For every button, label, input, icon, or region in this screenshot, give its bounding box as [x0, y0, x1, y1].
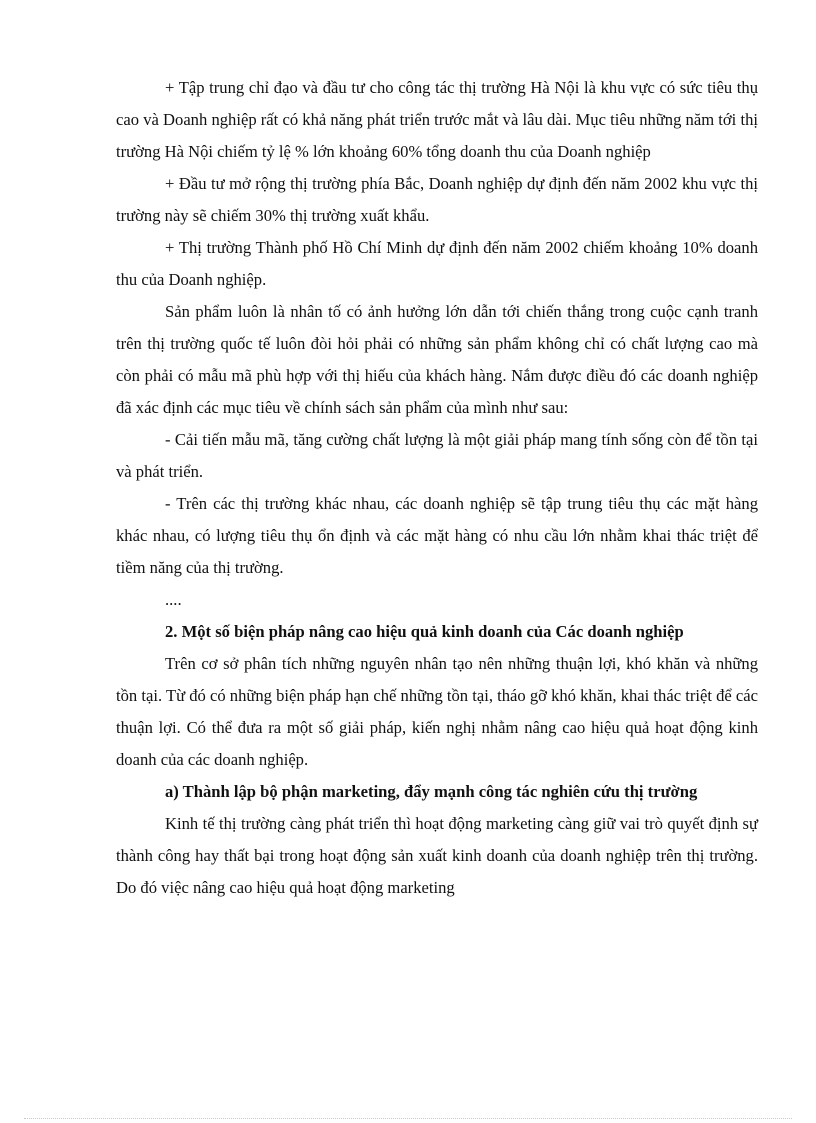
section-heading-2: 2. Một số biện pháp nâng cao hiệu quả kinh doanh của Các doanh nghiệp — [165, 622, 684, 641]
paragraph-north-market: + Đầu tư mở rộng thị trường phía Bắc, Doanh nghiệp dự định đến năm 2002 khu vực thị trường này sẽ chiếm 30% thị trường xuất khẩu. — [116, 174, 758, 225]
paragraph-hanoi-market: + Tập trung chỉ đạo và đầu tư cho công tác thị trường Hà Nội là khu vực có sức tiêu thụ cao và Doanh nghiệp rất có khả năng phát triển trước mắt và lâu dài. Mục tiêu những năm tới thị trường Hà Nội chiếm tỷ lệ % lớn khoảng 60% tổng doanh thu của Doanh nghiệp — [116, 78, 758, 161]
paragraph-marketing: Kinh tế thị trường càng phát triển thì hoạt động marketing càng giữ vai trò quyết định sự thành công hay thất bại trong hoạt động sản xuất kinh doanh của doanh nghiệp trên thị trường. Do đó việc nâng cao hiệu quả hoạt động marketing — [116, 814, 758, 897]
document-page — [116, 72, 758, 904]
paragraph-product-policy: Sản phẩm luôn là nhân tố có ảnh hưởng lớn dẫn tới chiến thắng trong cuộc cạnh tranh trên thị trường quốc tế luôn đòi hỏi phải có những sản phẩm không chỉ có chất lượng cao mà còn phải có mẫu mã phù hợp với thị hiếu của khách hàng. Nắm được điều đó các doanh nghiệp đã xác định các mục tiêu về chính sách sản phẩm của mình như sau: — [116, 302, 758, 417]
paragraph-market-focus: - Trên các thị trường khác nhau, các doanh nghiệp sẽ tập trung tiêu thụ các mặt hàng khác nhau, có lượng tiêu thụ ổn định và các mặt hàng có nhu cầu lớn nhằm khai thác triệt để tiềm năng của thị trường. — [116, 494, 758, 577]
paragraph-ellipsis: .... — [165, 590, 182, 609]
paragraph-hcmc-market: + Thị trường Thành phố Hồ Chí Minh dự định đến năm 2002 chiếm khoảng 10% doanh thu của Doanh nghiệp. — [116, 238, 758, 289]
subsection-heading-a: a) Thành lập bộ phận marketing, đẩy mạnh công tác nghiên cứu thị trường — [165, 782, 698, 801]
paragraph-analysis: Trên cơ sở phân tích những nguyên nhân tạo nên những thuận lợi, khó khăn và những tồn tại. Từ đó có những biện pháp hạn chế những tồn tại, tháo gỡ khó khăn, khai thác triệt để các thuận lợi. Có thể đưa ra một số giải pháp, kiến nghị nhằm nâng cao hiệu quả hoạt động kinh doanh của các doanh nghiệp. — [116, 654, 758, 769]
paragraph-design-improvement: - Cải tiến mẫu mã, tăng cường chất lượng là một giải pháp mang tính sống còn để tồn tại và phát triển. — [116, 430, 758, 481]
page-bottom-divider — [24, 1118, 792, 1119]
